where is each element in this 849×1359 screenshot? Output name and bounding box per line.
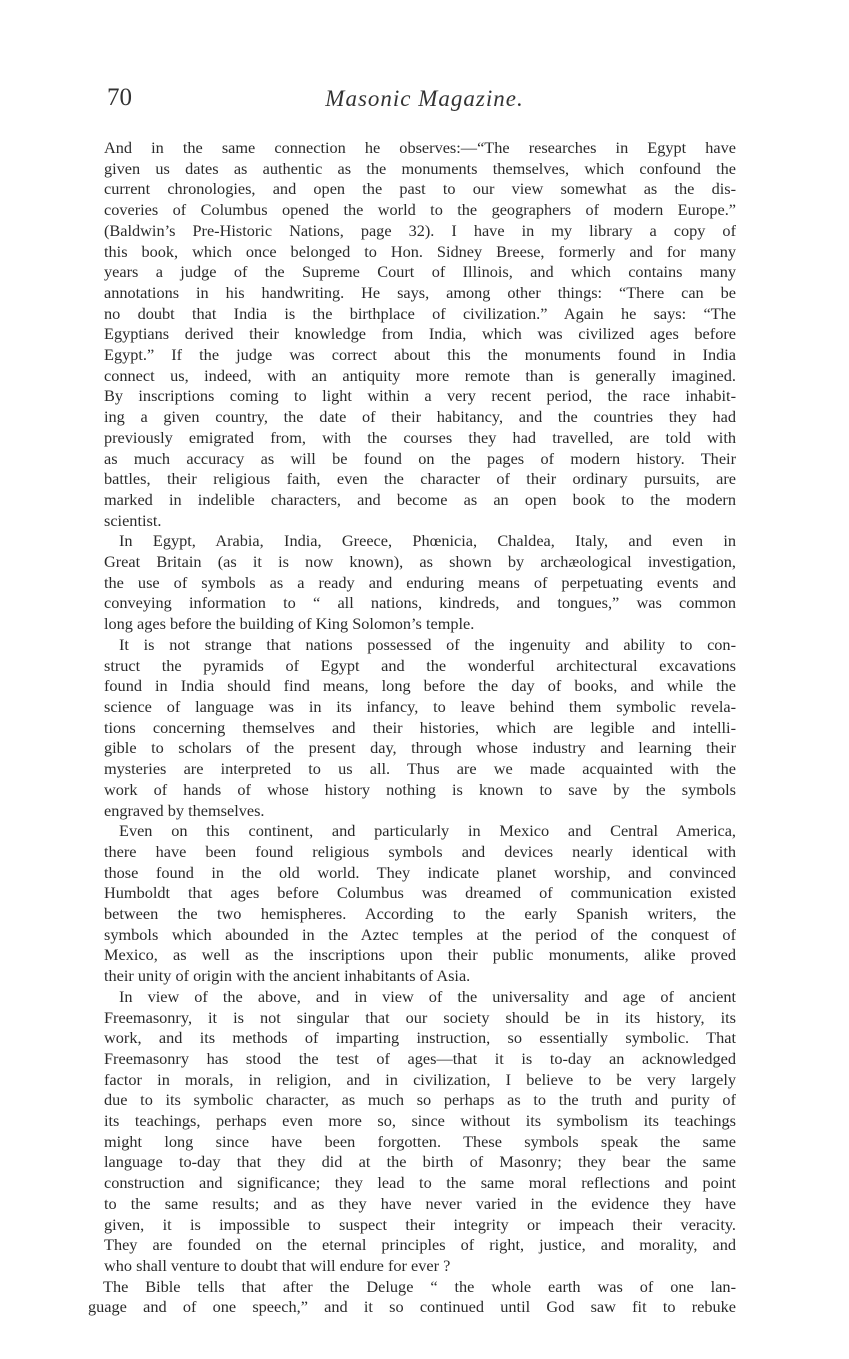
text-line: might long since have been forgotten. These symbols speak the same <box>104 1131 736 1151</box>
paragraph <box>104 821 736 987</box>
text-line: And in the same connection he observes:—“The researches in Egypt have <box>104 138 736 157</box>
paragraph <box>104 138 736 531</box>
paragraph <box>104 635 736 821</box>
text-line: gible to scholars of the present day, through whose industry and learning their <box>104 738 736 758</box>
text-line: engraved by themselves. <box>104 800 265 820</box>
article-body <box>88 138 736 1318</box>
text-line: previously emigrated from, with the courses they had travelled, are told with <box>104 427 736 447</box>
text-line: coveries of Columbus opened the world to the geographers of modern Europe.” <box>104 200 736 220</box>
text-line: ing a given country, the date of their habitancy, and the countries they had <box>104 407 736 427</box>
text-line: marked in indelible characters, and become as an open book to the modern <box>104 489 736 509</box>
text-line: construction and significance; they lead to the same moral reflections and point <box>104 1173 736 1193</box>
text-line: The Bible tells that after the Deluge “ the whole earth was of one lan- <box>103 1276 736 1296</box>
text-line: due to its symbolic character, as much so perhaps as to the truth and purity of <box>104 1090 736 1110</box>
text-line: It is not strange that nations possessed of the ingenuity and ability to con- <box>119 634 736 654</box>
text-line: symbols which abounded in the Aztec temples at the period of the conquest of <box>104 924 736 944</box>
text-line: Freemasonry has stood the test of ages—that it is to-day an acknowledged <box>104 1048 736 1068</box>
text-line: mysteries are interpreted to us all. Thus are we made acquainted with the <box>104 759 736 779</box>
text-line: Freemasonry, it is not singular that our society should be in its history, its <box>104 1007 736 1027</box>
text-line: conveying information to “ all nations, kindreds, and tongues,” was common <box>104 593 736 613</box>
text-line: In view of the above, and in view of the universality and age of ancient <box>119 986 736 1006</box>
page-number: 70 <box>107 84 132 111</box>
text-line: no doubt that India is the birthplace of civilization.” Again he says: “The <box>104 303 736 323</box>
text-line: Even on this continent, and particularly in Mexico and Central America, <box>119 821 736 841</box>
text-line: connect us, indeed, with an antiquity more remote than is generally imagined. <box>104 365 736 385</box>
text-line: Mexico, as well as the inscriptions upon their public monuments, alike proved <box>104 945 736 965</box>
text-line: Egyptians derived their knowledge from India, which was civilized ages before <box>104 324 736 344</box>
text-line: the use of symbols as a ready and enduring means of perpetuating events and <box>104 572 736 592</box>
text-line: who shall venture to doubt that will endure for ever ? <box>104 1255 451 1275</box>
paragraph <box>104 531 736 635</box>
text-line: tions concerning themselves and their histories, which are legible and intelli- <box>104 717 736 737</box>
text-line: given, it is impossible to suspect their integrity or impeach their veracity. <box>104 1214 736 1234</box>
text-line: its teachings, perhaps even more so, since without its symbolism its teachings <box>104 1111 736 1131</box>
text-line: In Egypt, Arabia, India, Greece, Phœnicia, Chaldea, Italy, and even in <box>119 531 736 551</box>
text-line: By inscriptions coming to light within a very recent period, the race inhabit- <box>104 386 736 406</box>
text-line: this book, which once belonged to Hon. Sidney Breese, formerly and for many <box>104 241 736 261</box>
text-line: current chronologies, and open the past to our view somewhat as the dis- <box>104 179 736 199</box>
text-line: to the same results; and as they have never varied in the evidence they have <box>104 1193 736 1213</box>
text-line: there have been found religious symbols and devices nearly identical with <box>104 841 736 861</box>
text-line: work, and its methods of imparting instruction, so essentially symbolic. That <box>104 1028 736 1048</box>
text-line: scientist. <box>104 510 162 530</box>
text-line: work of hands of whose history nothing is known to save by the symbols <box>104 779 736 799</box>
text-line: given us dates as authentic as the monuments themselves, which confound the <box>104 158 736 178</box>
text-line: annotations in his handwriting. He says, among other things: “There can be <box>104 282 736 302</box>
running-title: Masonic Magazine. <box>325 86 524 111</box>
text-line: factor in morals, in religion, and in civilization, I believe to be very largely <box>104 1069 736 1089</box>
text-line: years a judge of the Supreme Court of Illinois, and which contains many <box>104 262 736 282</box>
text-line: They are founded on the eternal principles of right, justice, and morality, and <box>104 1235 736 1255</box>
text-line: (Baldwin’s Pre-Historic Nations, page 32). I have in my library a copy of <box>104 220 736 240</box>
text-line: struct the pyramids of Egypt and the wonderful architectural excavations <box>104 655 736 675</box>
text-line: long ages before the building of King Solomon’s temple. <box>104 614 475 634</box>
text-line: as much accuracy as will be found on the pages of modern history. Their <box>104 448 736 468</box>
paragraph <box>104 987 736 1277</box>
text-line: science of language was in its infancy, to leave behind them symbolic revela- <box>104 696 736 716</box>
text-line: those found in the old world. They indicate planet worship, and convinced <box>104 862 736 882</box>
text-line: battles, their religious faith, even the character of their ordinary pursuits, are <box>104 469 736 489</box>
text-line: their unity of origin with the ancient inhabitants of Asia. <box>104 966 471 986</box>
paragraph <box>88 1277 736 1318</box>
text-line: Humboldt that ages before Columbus was dreamed of communication existed <box>104 883 736 903</box>
text-line: language to-day that they did at the birth of Masonry; they bear the same <box>104 1152 736 1172</box>
text-line: Egypt.” If the judge was correct about this the monuments found in India <box>104 345 736 365</box>
text-line: Great Britain (as it is now known), as shown by archæological investigation, <box>104 552 736 572</box>
text-line: found in India should find means, long before the day of books, and while the <box>104 676 736 696</box>
text-line: guage and of one speech,” and it so continued until God saw fit to rebuke <box>88 1297 736 1317</box>
text-line: between the two hemispheres. According to the early Spanish writers, the <box>104 904 736 924</box>
